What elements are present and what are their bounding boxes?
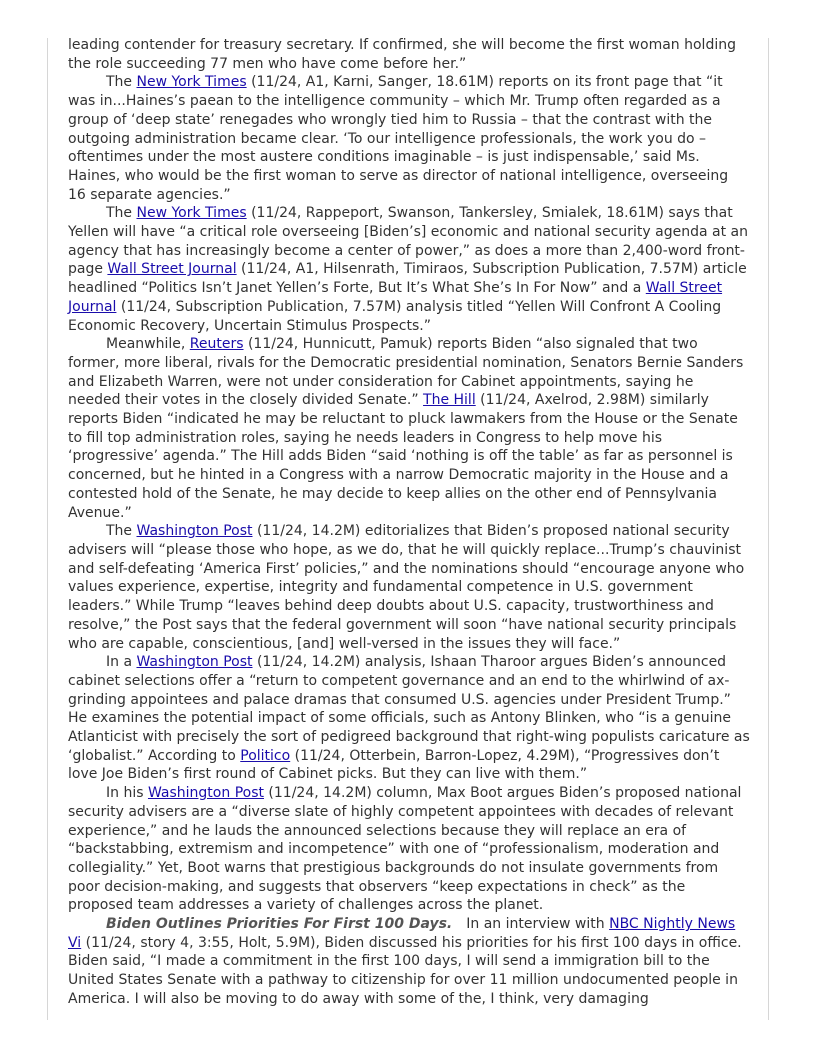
link-wall-street-journal[interactable]: Wall Street Journal — [68, 280, 723, 315]
paragraph-text: leading contender for treasury secretary. If confirmed, she will become the first woman holding the role succeeding 77 men who have come before her.” — [68, 37, 736, 72]
section-headline: Biden Outlines Priorities For First 100 Days. — [106, 916, 453, 933]
paragraph-wapo-tharoor: In a Washington Post (11/24, 14.2M) analysis, Ishaan Tharoor argues Biden’s announced cabinet selections offer a “return to competent governance and an end to the whirlwind of ax-grinding appointees and palace dramas that consumed U.S. agencies under President Trump.” He examines the potential impact of some officials, such as Antony Blinken, who “is a genuine Atlanticist with precisely the sort of pedigreed background that right-wing populists caricature as ‘globalist.” According to Politico (11/24, Otterbein, Barron-Lopez, 4.29M), “Progressives don’t love Joe Biden’s first round of Cabinet picks. But they can live with them.” — [68, 654, 750, 783]
paragraph-wapo-editorial: The Washington Post (11/24, 14.2M) editorializes that Biden’s proposed national security advisers will “please those who hope, as we do, that he will quickly replace...Trump’s chauvinist and self-defeating ‘America First’ policies,” and the nominations should “encourage anyone who values experience, expertise, integrity and fundamental competence in U.S. government leaders.” While Trump “leaves behind deep doubts about U.S. capacity, trustworthiness and resolve,” the Post says that the federal government will soon “have national security principals who are capable, conscientious, [and] well-versed in the issues they will face.” — [68, 523, 745, 652]
link-politico[interactable]: Politico — [240, 747, 291, 764]
link-washington-post[interactable]: Washington Post — [136, 654, 253, 671]
paragraph-reuters-hill: Meanwhile, Reuters (11/24, Hunnicutt, Pamuk) reports Biden “also signaled that two former, more liberal, rivals for the Democratic presidential nomination, Senators Bernie Sanders and Elizabeth Warren, were not under consideration for Cabinet appointments, saying he needed their votes in the closely divided Senate.” The Hill (11/24, Axelrod, 2.98M) similarly reports Biden “indicated he may be reluctant to pluck lawmakers from the House or the Senate to fill top administration roles, saying he needs leaders in Congress to help move his ‘progressive’ agenda.” The Hill adds Biden “said ‘nothing is off the table’ as far as personnel is concerned, but he hinted in a Congress with a narrow Democratic majority in the House and a contested hold of the Senate, he may decide to keep allies on the other end of Pennsylvania Avenue.” — [68, 336, 744, 521]
paragraph-first-100-days: Biden Outlines Priorities For First 100 Days. In an interview with NBC Nightly News Vi (11/24, story 4, 3:55, Holt, 5.9M), Biden discussed his priorities for his first 100 days in office. Biden said, “I made a commitment in the first 100 days, I will send a immigration bill to the United States Senate with a pathway to citizenship for over 11 million undocumented people in America. I will also be moving to do away with some of the, I think, very damaging — [68, 916, 742, 1007]
link-nbc-nightly-news[interactable]: NBC Nightly News — [609, 916, 736, 933]
link-reuters[interactable]: Reuters — [189, 336, 244, 353]
document-page — [68, 36, 750, 1009]
paragraph-nyt-haines: The New York Times (11/24, A1, Karni, Sanger, 18.61M) reports on its front page that “it was in...Haines’s paean to the intelligence community – which Mr. Trump often regarded as a group of ‘deep state’ renegades who wrongly tied him to Russia – that the contrast with the outgoing administration became clear. ‘To our intelligence professionals, the work you do – oftentimes under the most austere conditions imaginable – is just indispensable,’ said Ms. Haines, who would be the first woman to serve as director of national intelligence, overseeing 16 separate agencies.” — [68, 74, 729, 203]
link-washington-post[interactable]: Washington Post — [147, 785, 264, 802]
paragraph-nyt-yellen: The New York Times (11/24, Rappeport, Swanson, Tankersley, Smialek, 18.61M) says that Yellen will have “a critical role overseeing [Biden’s] economic and national security agenda at an agency that has increasingly become a center of power,” as does a more than 2,400-word front-page Wall Street Journal (11/24, A1, Hilsenrath, Timiraos, Subscription Publication, 7.57M) article headlined “Politics Isn’t Janet Yellen’s Forte, But It’s What She’s In For Now” and a Wall Street Journal (11/24, Subscription Publication, 7.57M) analysis titled “Yellen Will Confront A Cooling Economic Recovery, Uncertain Stimulus Prospects.” — [68, 205, 748, 334]
link-washington-post[interactable]: Washington Post — [136, 523, 253, 540]
page-margin-rule-right — [768, 38, 769, 1020]
page-margin-rule-left — [47, 38, 48, 1020]
paragraph-wapo-boot: In his Washington Post (11/24, 14.2M) column, Max Boot argues Biden’s proposed national security advisers are a “diverse slate of highly competent appointees with decades of relevant experience,” and he lauds the announced selections because they will replace an era of “backstabbing, extremism and incompetence” with one of “professionalism, moderation and collegiality.” Yet, Boot warns that prestigious backgrounds do not insulate governments from poor decision-making, and suggests that observers “keep expectations in check” as the proposed team addresses a variety of challenges across the planet. — [68, 785, 742, 914]
link-wall-street-journal[interactable]: Wall Street Journal — [107, 261, 237, 278]
link-new-york-times[interactable]: New York Times — [136, 74, 247, 91]
link-the-hill[interactable]: The Hill — [423, 392, 476, 409]
link-video[interactable]: Vi — [68, 934, 82, 951]
paragraph-yellen-continued — [68, 36, 750, 73]
link-new-york-times[interactable]: New York Times — [136, 205, 247, 222]
